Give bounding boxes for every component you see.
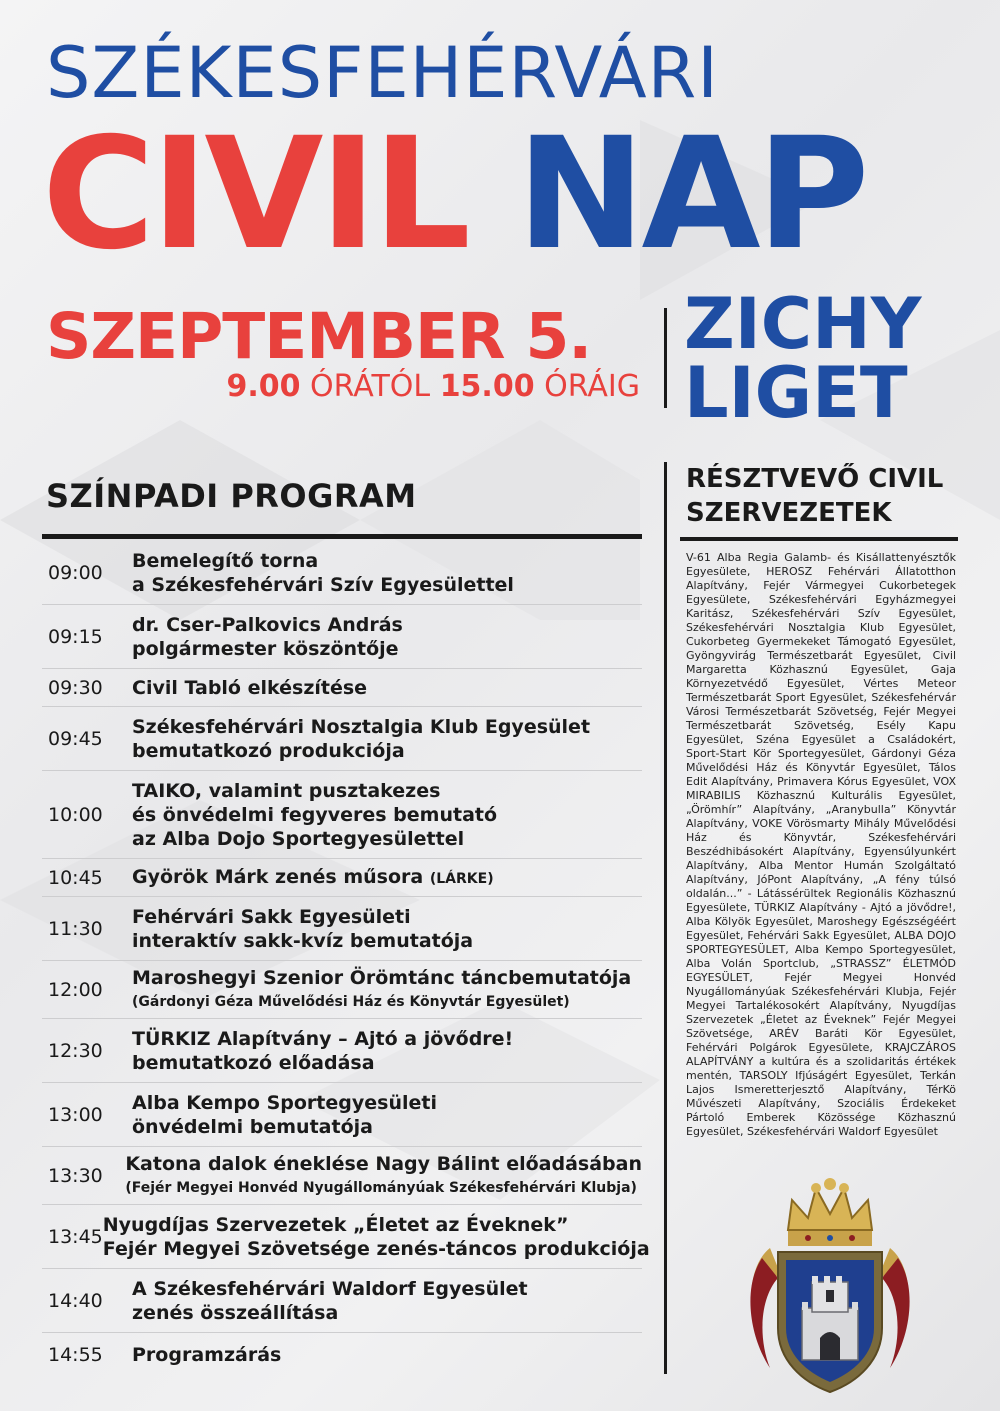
program-row [42, 859, 642, 897]
program-line: polgármester köszöntője [132, 637, 399, 660]
program-line: Székesfehérvári Nosztalgia Klub Egyesület [132, 715, 591, 738]
program-line: az Alba Dojo Sportegyesülettel [132, 827, 465, 850]
program-description [132, 613, 642, 661]
event-venue [684, 283, 922, 434]
program-line: bemutatkozó produkciója [132, 739, 405, 762]
program-time: 13:30 [48, 1164, 103, 1187]
program-description [132, 715, 642, 763]
program-description [132, 676, 642, 700]
program-row [42, 605, 642, 669]
program-time: 10:00 [48, 803, 103, 826]
program-time: 09:15 [48, 625, 103, 648]
program-description [132, 966, 642, 1014]
program-time: 14:55 [48, 1344, 103, 1366]
venue-line-2: LIGET [684, 351, 908, 434]
program-title: SZÍNPADI PROGRAM [46, 477, 417, 515]
program-row [42, 669, 642, 707]
venue-line-1: ZICHY [684, 283, 922, 365]
program-row [42, 1083, 642, 1147]
program-description [132, 1277, 642, 1325]
time-start: 9.00 [226, 369, 301, 404]
time-from-word: ÓRÁTÓL [310, 369, 431, 404]
program-line: Fehérvári Sakk Egyesületi [132, 905, 411, 928]
time-to-word: ÓRÁIG [544, 369, 640, 404]
program-line: Civil Tabló elkészítése [132, 676, 368, 699]
program-description [132, 905, 642, 953]
title-nap: NAP [516, 105, 866, 284]
program-time: 13:45 [48, 1225, 103, 1248]
program-row [42, 1205, 650, 1269]
program-time: 12:00 [48, 978, 103, 1001]
program-line: A Székesfehérvári Waldorf Egyesület [132, 1277, 528, 1300]
program-row [42, 961, 642, 1019]
program-description [132, 1027, 642, 1075]
program-line: Programzárás [132, 1344, 282, 1366]
title-main [42, 105, 866, 284]
program-description [132, 779, 642, 851]
program-description [132, 865, 642, 891]
program-line: Fejér Megyei Szövetsége zenés-táncos produkciója [102, 1237, 650, 1260]
program-line: Bemelegítő torna [132, 549, 319, 572]
program-row [42, 1269, 642, 1333]
program-line: Maroshegyi Szenior Örömtánc táncbemutatója [132, 966, 632, 989]
program-row [42, 1019, 642, 1083]
program-title-underline [42, 534, 642, 539]
program-row [42, 541, 642, 605]
organizations-title-line-1: RÉSZTVEVŐ CIVIL [686, 464, 944, 494]
program-line: Nyugdíjas Szervezetek „Életet az Éveknek” [102, 1213, 569, 1236]
program-row [42, 1333, 642, 1377]
header-divider [664, 308, 667, 408]
program-description [125, 1152, 642, 1200]
program-line: TÜRKIZ Alapítvány – Ajtó a jövődre! [132, 1027, 514, 1050]
program-line: bemutatkozó előadása [132, 1051, 375, 1074]
program-time: 14:40 [48, 1289, 103, 1312]
title-civil: CIVIL [42, 105, 467, 284]
time-end: 15.00 [439, 369, 535, 404]
organizations-list: V-61 Alba Regia Galamb- és Kisállattenyésztők Egyesülete, HEROSZ Fehérvári Állatotthon Alapítvány, Fejér Vármegyei Cukorbetegek Egyesülete, Székesfehérvári Egyházmegyei Karitász, Székesfehérvári Szív Egyesület, Székesfehérvári Nosztalgia Klub Egyesület, Cukorbeteg Gyermekeket Támogató Egyesület, Gyöngyvirág Természetbarát Egyesület, Civil Margaretta Közhasznú Egyesület, Gaja Környezetvédő Egyesület, Vértes Meteor Természetbarát Sport Egyesület, Székesfehérvár Városi Természetbarát Szövetség, Fejér Megyei Természetbarát Szövetség, Esély Kapu Egyesület, Széna Egyesület a Családokért, Sport-Start Kör Sportegyesület, Gárdonyi Géza Művelődési Ház és Könyvtár Egyesület, Tálos Edit Alapítvány, Primavera Kórus Egyesület, VOX MIRABILIS Közhasznú Kulturális Egyesület, „Örömhír” Alapítvány, „Aranybulla” Könyvtár Alapítvány, VOKE Vörösmarty Mihály Művelődési Ház és Könyvtár, Székesfehérvári Beszédhibásokért Alapítvány, Egyensúlyunkért Alapítvány, Alba Mentor Humán Szolgáltató Alapítvány, JóPont Alapítvány, „A fény túlsó oldalán...” - Látássérültek Regionális Közhasznú Egyesülete, TÜRKIZ Alapítvány - Ajtó a jövődre!, Alba Kölyök Egyesület, Maroshegy Egészségéért Egyesület, Fehérvári Sakk Egyesület, ALBA DOJO SPORTEGYESÜLET, Alba Kempo Sportegyesület, Alba Volán Sportclub, „STRASSZ” ÉLETMÓD EGYESÜLET, Fejér Megyei Honvéd Nyugállományúak Székesfehérvári Klubja, Fejér Megyei Tartalékosokért Alapítvány, Nyugdíjas Szervezetek „Életet az Éveknek” Fejér Megyei Szövetsége, ARÉV Baráti Kör Egyesület, Fehérvári Polgárok Egyesülete, KRAJCZÁROS ALAPÍTVÁNY a kultúra és a szolidaritás értékek mentén, TARSOLY Ifjúságért Egyesület, Terkán Lajos Ismeretterjesztő Alapítvány, TérKö Művészeti Alapítvány, Szociális Érdekeket Pártoló Emberek Közössége Közhasznú Egyesület, Székesfehérvári Waldorf Egyesület [686, 551, 956, 1138]
program-line: interaktív sakk-kvíz bemutatója [132, 929, 474, 952]
program-line-note: (LÁRKE) [429, 870, 494, 887]
program-list [42, 541, 650, 1377]
program-line: és önvédelmi fegyveres bemutató [132, 803, 498, 826]
organizations-title-line-2: SZERVEZETEK [686, 498, 892, 528]
organizations-title [686, 462, 943, 530]
title-city: SZÉKESFEHÉRVÁRI [46, 32, 719, 114]
program-time: 10:45 [48, 866, 103, 889]
program-line: Alba Kempo Sportegyesületi [132, 1091, 437, 1114]
city-coat-of-arms-icon [740, 1178, 920, 1398]
program-line [132, 865, 642, 891]
program-row [42, 707, 642, 771]
program-row [42, 771, 642, 859]
program-time: 12:30 [48, 1039, 103, 1062]
program-time: 09:00 [48, 561, 103, 584]
program-note: (Gárdonyi Géza Művelődési Ház és Könyvtár Egyesület) [132, 993, 570, 1010]
event-hours [0, 369, 640, 404]
program-line: dr. Cser-Palkovics András [132, 613, 403, 636]
program-description [103, 1213, 650, 1261]
program-description [132, 1091, 642, 1139]
program-line: Katona dalok éneklése Nagy Bálint előadásában [125, 1152, 642, 1175]
program-row [42, 1147, 642, 1205]
program-time: 09:30 [48, 676, 103, 699]
program-row [42, 897, 642, 961]
program-line: TAIKO, valamint pusztakezes [132, 779, 441, 802]
program-time: 09:45 [48, 727, 103, 750]
program-note: (Fejér Megyei Honvéd Nyugállományúak Székesfehérvári Klubja) [125, 1179, 637, 1196]
event-date: SZEPTEMBER 5. [46, 300, 592, 373]
program-line: a Székesfehérvári Szív Egyesülettel [132, 573, 514, 596]
organizations-title-underline [680, 537, 958, 541]
program-line: önvédelmi bemutatója [132, 1115, 373, 1138]
program-description [132, 1343, 642, 1367]
column-divider [664, 462, 667, 1374]
program-line: zenés összeállítása [132, 1301, 339, 1324]
program-line-main: Györök Márk zenés műsora [132, 865, 424, 888]
program-description [132, 549, 642, 597]
program-time: 11:30 [48, 917, 103, 940]
program-time: 13:00 [48, 1103, 103, 1126]
